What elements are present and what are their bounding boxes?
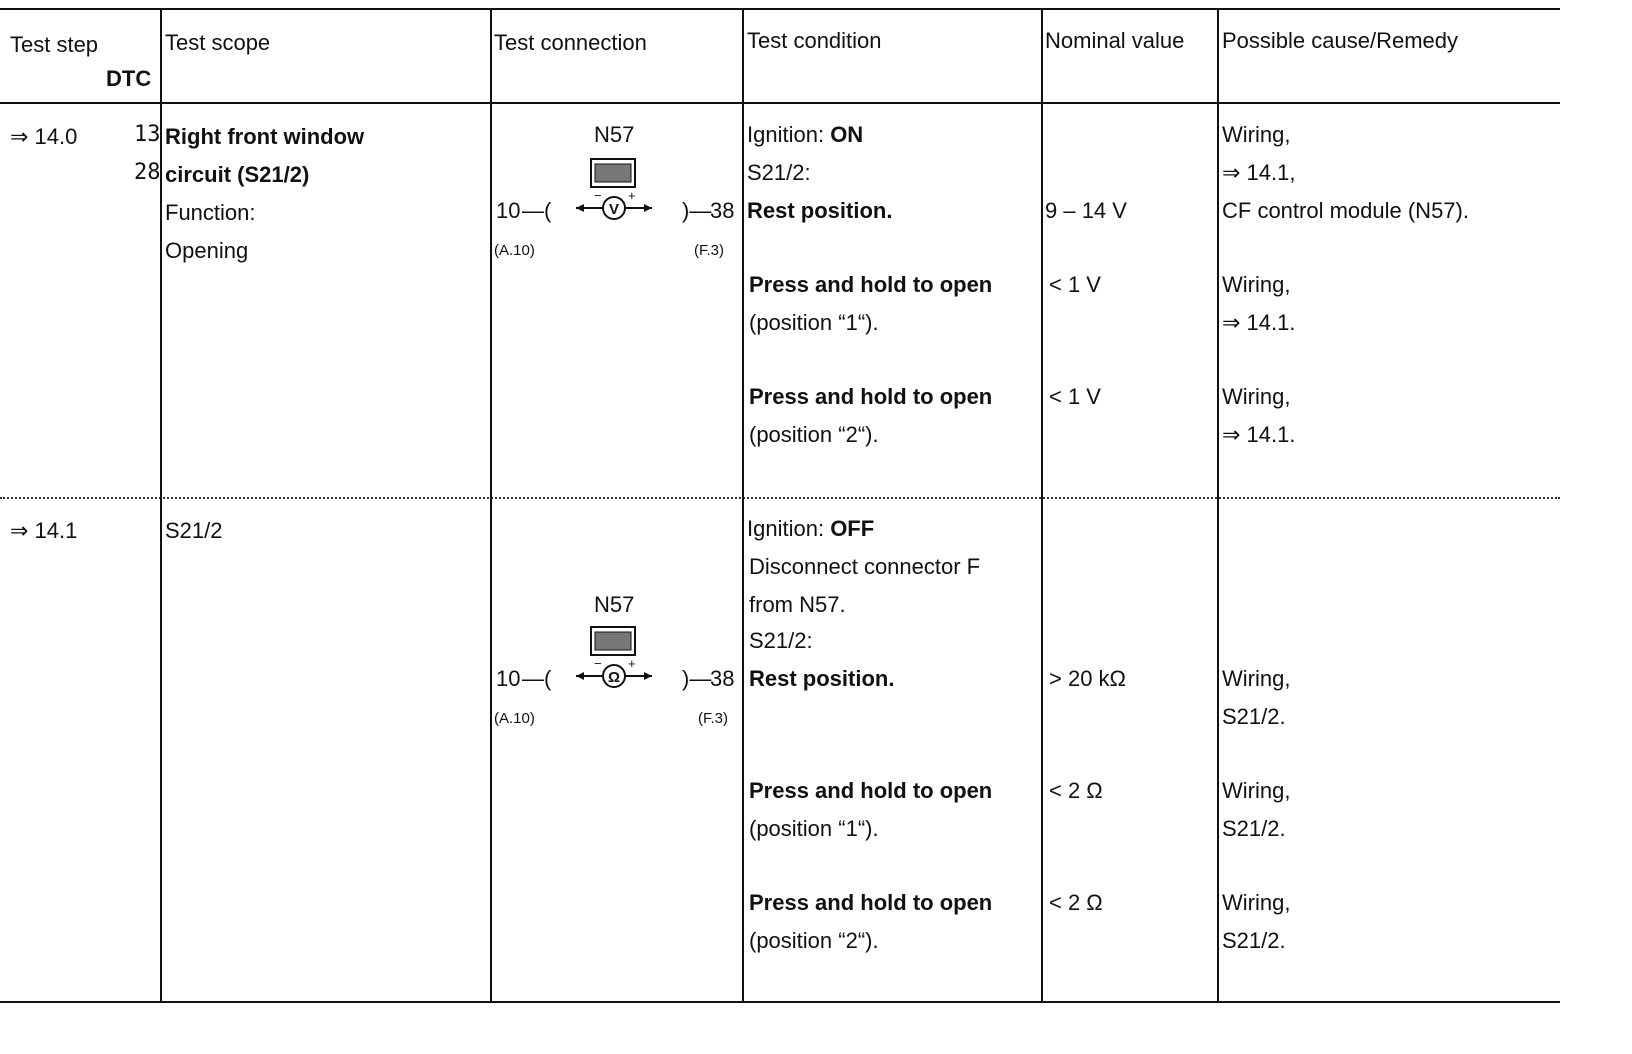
header-nominal-value: Nominal value [1045,28,1185,53]
test-step-14-0: ⇒ 14.0 [10,124,78,149]
nominal-open-2: < 1 V [1049,384,1101,409]
header-test-connection: Test connection [494,30,647,55]
cause-line: Wiring, [1222,122,1291,147]
connector-left: —( [522,666,552,691]
column-divider-scope [160,8,162,1003]
condition-switch: S21/2: [747,160,811,185]
control-module-icon [590,626,636,656]
header-test-condition: Test condition [747,28,882,53]
condition-disconnect: Disconnect connector F [749,554,981,579]
cause-line: Wiring, [1222,778,1291,803]
pin-right: 38 [710,198,735,223]
column-divider-nominal [1041,8,1043,1003]
column-divider-cause [1217,8,1219,1003]
table-top-rule [0,8,1560,10]
scope-title: S21/2 [165,518,223,543]
column-divider-connection [490,8,492,1003]
dtc-code-2: 28 [134,160,161,185]
condition-ignition: Ignition: ON [747,122,864,147]
dtc-code-1: 13 [134,122,161,147]
cause-line: Wiring, [1222,384,1291,409]
cause-link[interactable]: ⇒ 14.1. [1222,422,1296,447]
connector-right: )— [682,666,712,691]
ohmmeter-icon [574,658,654,694]
condition-press-open-2: Press and hold to open [749,890,993,915]
row-separator [0,497,1560,499]
module-label: N57 [594,122,635,147]
pin-left-sub: (A.10) [494,710,535,727]
pin-left-sub: (A.10) [494,242,535,259]
module-label: N57 [594,592,635,617]
condition-position-1: (position “1“). [749,310,879,335]
pin-right: 38 [710,666,735,691]
cause-link[interactable]: ⇒ 14.1, [1222,160,1296,185]
nominal-open-1: < 2 Ω [1049,778,1103,803]
control-module-icon [590,158,636,188]
connector-right: )— [682,198,712,223]
cause-line: S21/2. [1222,816,1286,841]
condition-position-2: (position “2“). [749,422,879,447]
cause-line: CF control module (N57). [1222,198,1469,223]
scope-function-value: Opening [165,238,249,263]
header-dtc: DTC [106,66,152,91]
svg-text:+: + [628,190,636,203]
condition-position-1: (position “1“). [749,816,879,841]
cause-line: Wiring, [1222,272,1291,297]
pin-right-sub: (F.3) [698,710,728,727]
pin-left: 10 [496,198,521,223]
header-possible-cause: Possible cause/Remedy [1222,28,1459,53]
condition-position-2: (position “2“). [749,928,879,953]
svg-text:+: + [628,658,636,671]
nominal-open-1: < 1 V [1049,272,1101,297]
connector-left: —( [522,198,552,223]
cause-line: Wiring, [1222,890,1291,915]
cause-link[interactable]: ⇒ 14.1. [1222,310,1296,335]
voltmeter-icon [574,190,654,226]
pin-right-sub: (F.3) [694,242,724,259]
condition-ignition: Ignition: OFF [747,516,875,541]
pin-left: 10 [496,666,521,691]
condition-switch: S21/2: [749,628,813,653]
condition-rest-position: Rest position. [749,666,895,691]
header-test-scope: Test scope [165,30,271,55]
scope-title-line-2: circuit (S21/2) [165,162,310,187]
condition-rest-position: Rest position. [747,198,893,223]
cause-line: Wiring, [1222,666,1291,691]
condition-press-open-2: Press and hold to open [749,384,993,409]
svg-text:V: V [608,201,620,218]
condition-disconnect-cont: from N57. [749,592,846,617]
header-test-step: Test step [10,32,99,57]
column-divider-condition [742,8,744,1003]
condition-press-open-1: Press and hold to open [749,778,993,803]
condition-press-open-1: Press and hold to open [749,272,993,297]
nominal-open-2: < 2 Ω [1049,890,1103,915]
nominal-rest: > 20 kΩ [1049,666,1126,691]
cause-line: S21/2. [1222,928,1286,953]
nominal-rest: 9 – 14 V [1045,198,1127,223]
svg-text:−: − [594,190,602,203]
cause-line: S21/2. [1222,704,1286,729]
scope-function-label: Function: [165,200,256,225]
scope-title-line-1: Right front window [165,124,365,149]
svg-text:−: − [594,658,602,671]
header-bottom-rule [0,102,1560,104]
table-bottom-rule [0,1001,1560,1003]
svg-text:Ω: Ω [607,669,621,686]
test-step-14-1: ⇒ 14.1 [10,518,78,543]
